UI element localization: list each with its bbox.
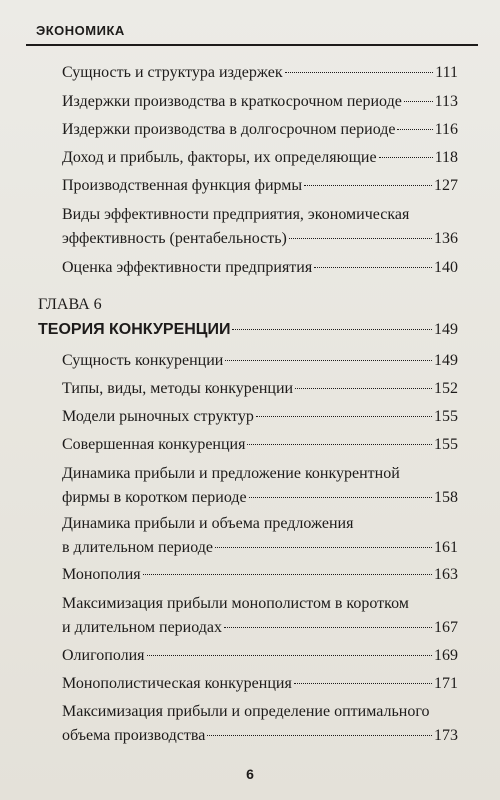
leader-dots bbox=[295, 388, 432, 389]
toc-entry bbox=[62, 592, 458, 640]
toc-entry-title: Типы, виды, методы конкуренции bbox=[62, 380, 294, 397]
toc-entry-title: Монополия bbox=[62, 566, 141, 583]
toc-entry bbox=[62, 256, 458, 280]
toc-entry-page: 113 bbox=[434, 93, 458, 110]
leader-dots bbox=[289, 238, 432, 239]
toc-entry-page: 161 bbox=[434, 539, 458, 556]
toc-entry-title: Монополистическая конкуренция bbox=[62, 675, 292, 692]
toc-entry-page: 140 bbox=[434, 259, 458, 276]
chapter-page: 149 bbox=[434, 321, 458, 338]
toc-entry-title: Издержки производства в долгосрочном периоде bbox=[62, 121, 396, 138]
leader-dots bbox=[404, 101, 433, 102]
toc-entry-title-line1: Максимизация прибыли и определение оптимального bbox=[62, 703, 430, 720]
header-rule bbox=[26, 44, 478, 46]
toc-entry-title-line2: и длительном периодах bbox=[62, 619, 223, 636]
toc-entry bbox=[62, 146, 458, 170]
toc-entry-title: Издержки производства в краткосрочном периоде bbox=[62, 93, 402, 110]
toc-entry-page: 169 bbox=[434, 647, 458, 664]
leader-dots bbox=[215, 547, 432, 548]
toc-entry-title: Сущность конкуренции bbox=[62, 352, 224, 369]
toc-entry-page: 127 bbox=[434, 177, 458, 194]
page-number: 6 bbox=[246, 766, 254, 782]
toc-entry bbox=[62, 377, 458, 401]
toc-entry bbox=[62, 61, 458, 85]
toc-entry bbox=[62, 118, 458, 142]
toc-entry-title: Совершенная конкуренция bbox=[62, 436, 246, 453]
leader-dots bbox=[314, 267, 432, 268]
toc-entry bbox=[62, 405, 458, 429]
toc-entry-title: Сущность и структура издержек bbox=[62, 64, 283, 81]
chapter-title: ТЕОРИЯ КОНКУРЕНЦИИ bbox=[38, 321, 231, 338]
toc-entry-title: Оценка эффективности предприятия bbox=[62, 259, 313, 276]
toc-entry-page: 173 bbox=[434, 727, 458, 744]
leader-dots bbox=[379, 157, 433, 158]
toc-entry-title-line2: в длительном периоде bbox=[62, 539, 214, 556]
toc-entry bbox=[62, 563, 458, 587]
toc-entry-title-line2: эффективность (рентабельность) bbox=[62, 230, 287, 247]
toc-entry-title: Олигополия bbox=[62, 647, 145, 664]
running-head: ЭКОНОМИКА bbox=[36, 23, 125, 38]
toc-entry bbox=[62, 349, 458, 373]
toc-entry-title-line1: Динамика прибыли и объема предложения bbox=[62, 515, 354, 532]
toc-entry-page: 116 bbox=[434, 121, 458, 138]
leader-dots bbox=[225, 360, 432, 361]
leader-dots bbox=[207, 735, 432, 736]
toc-entry-page: 136 bbox=[434, 230, 458, 247]
toc-entry-page: 118 bbox=[434, 149, 458, 166]
toc-entry-title: Доход и прибыль, факторы, их определяющие bbox=[62, 149, 377, 166]
toc-entry bbox=[62, 672, 458, 696]
toc-entry-page: 149 bbox=[434, 352, 458, 369]
toc-entry bbox=[62, 462, 458, 510]
toc-entry bbox=[62, 512, 458, 560]
toc-entry bbox=[62, 700, 458, 748]
chapter-heading bbox=[38, 318, 458, 342]
leader-dots bbox=[143, 574, 432, 575]
leader-dots bbox=[256, 416, 432, 417]
toc-entry-page: 152 bbox=[434, 380, 458, 397]
leader-dots bbox=[304, 185, 432, 186]
toc-entry bbox=[62, 90, 458, 114]
leader-dots bbox=[249, 497, 432, 498]
toc-entry-page: 155 bbox=[434, 436, 458, 453]
leader-dots bbox=[224, 627, 432, 628]
toc-entry-title-line1: Виды эффективности предприятия, экономическая bbox=[62, 206, 410, 223]
chapter-label: ГЛАВА 6 bbox=[38, 296, 102, 313]
toc-entry-page: 111 bbox=[435, 64, 458, 81]
toc-entry-page: 171 bbox=[434, 675, 458, 692]
toc-entry-title: Производственная функция фирмы bbox=[62, 177, 303, 194]
leader-dots bbox=[147, 655, 432, 656]
leader-dots bbox=[232, 329, 432, 330]
toc-entry-page: 158 bbox=[434, 489, 458, 506]
leader-dots bbox=[294, 683, 432, 684]
toc-entry bbox=[62, 174, 458, 198]
leader-dots bbox=[247, 444, 432, 445]
leader-dots bbox=[285, 72, 434, 73]
toc-entry-title-line2: объема производства bbox=[62, 727, 206, 744]
toc-entry-page: 155 bbox=[434, 408, 458, 425]
toc-entry-page: 163 bbox=[434, 566, 458, 583]
toc-entry-title: Модели рыночных структур bbox=[62, 408, 254, 425]
toc-entry-page: 167 bbox=[434, 619, 458, 636]
toc-entry-title-line1: Динамика прибыли и предложение конкурентной bbox=[62, 465, 400, 482]
toc-entry bbox=[62, 433, 458, 457]
toc-entry bbox=[62, 203, 458, 251]
toc-entry bbox=[62, 644, 458, 668]
toc-entry-title-line2: фирмы в коротком периоде bbox=[62, 489, 247, 506]
leader-dots bbox=[397, 129, 432, 130]
toc-entry-title-line1: Максимизация прибыли монополистом в коротком bbox=[62, 595, 409, 612]
